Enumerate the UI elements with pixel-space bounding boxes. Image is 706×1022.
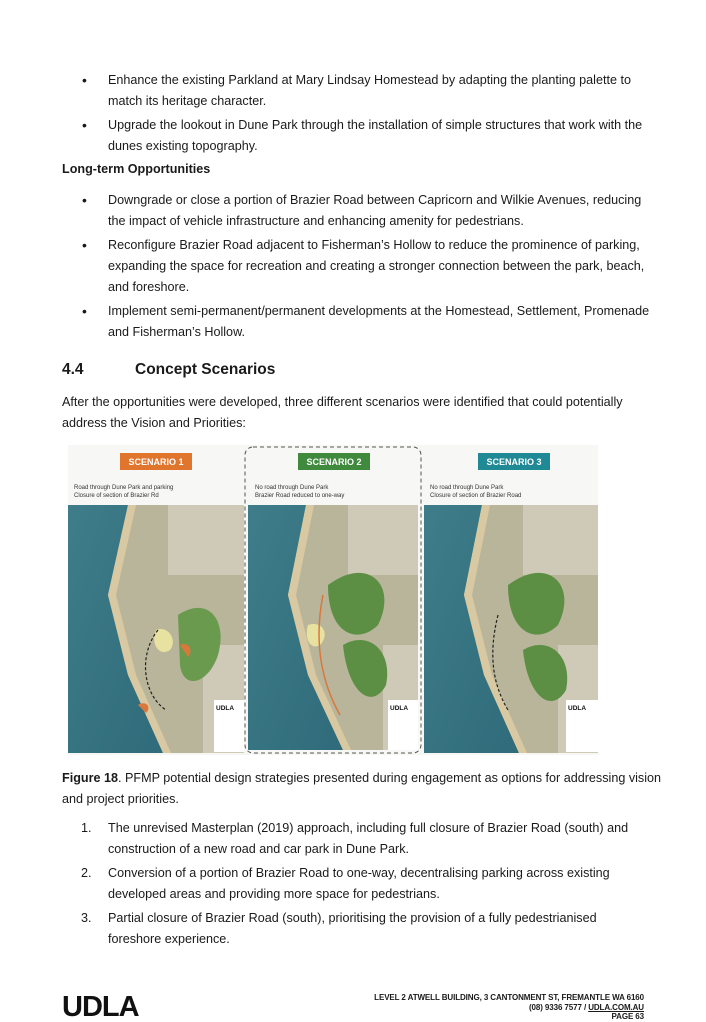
bullet-item: • Enhance the existing Parkland at Mary Lindsay Homestead by adapting the planting palette to match its heritage character.	[62, 70, 662, 112]
list-text: The unrevised Masterplan (2019) approach, including full closure of Brazier Road (south) and construction of a new road and car park in Dune Park.	[108, 821, 629, 856]
scenario-2-note-1: No road through Dune Park	[255, 485, 329, 491]
udla-logo	[62, 990, 144, 1020]
footer-contact	[374, 1003, 644, 1013]
scenario-2-note-2: Brazier Road reduced to one-way	[255, 493, 345, 499]
scenario-3-label: SCENARIO 3	[486, 457, 542, 467]
figure-caption	[62, 768, 662, 810]
bullet-item: • Reconfigure Brazier Road adjacent to Fisherman’s Hollow to reduce the prominence of parking, expanding the space for recreation and creating a stronger connection between the park, beach, and foreshore.	[62, 235, 662, 298]
footer-separator: /	[583, 1002, 587, 1012]
list-number: 2.	[81, 866, 92, 880]
footer-address: LEVEL 2 ATWELL BUILDING, 3 CANTONMENT ST, FREMANTLE WA 6160	[374, 993, 644, 1002]
bullet-list-long-term	[62, 190, 662, 346]
list-number: 1.	[81, 821, 92, 835]
scenario-3-note-1: No road through Dune Park	[430, 485, 504, 491]
footer-address-block	[374, 993, 644, 1022]
udla-logo-text: UDLA	[62, 991, 139, 1020]
list-text: Partial closure of Brazier Road (south), prioritising the provision of a fully pedestrianised foreshore experience.	[108, 911, 597, 946]
list-item	[62, 908, 652, 950]
long-term-heading: Long-term Opportunities	[62, 162, 211, 176]
scenario-figure	[68, 445, 598, 755]
map-logo: UDLA	[568, 705, 587, 712]
list-item	[62, 863, 652, 905]
bullet-item: • Upgrade the lookout in Dune Park through the installation of simple structures that work with the dunes existing topography.	[62, 115, 662, 157]
list-number: 3.	[81, 911, 92, 925]
map-logo: UDLA	[390, 705, 409, 712]
scenario-1-note-2: Closure of section of Brazier Rd	[74, 493, 159, 499]
figure-label: Figure 18	[62, 771, 118, 785]
list-text: Conversion of a portion of Brazier Road to one-way, decentralising parking across existing developed areas and providing more space for pedestrians.	[108, 866, 610, 901]
figure-caption-text: . PFMP potential design strategies presented during engagement as options for addressing vision and project priorities.	[62, 771, 662, 806]
bullet-list-top	[62, 70, 662, 160]
section-intro: After the opportunities were developed, three different scenarios were identified that could potentially address the Vision and Priorities:	[62, 395, 623, 430]
list-item	[62, 818, 652, 860]
footer-website-link[interactable]: UDLA.COM.AU	[588, 1002, 644, 1012]
scenario-1-note-1: Road through Dune Park and parking	[74, 485, 174, 491]
scenario-3-note-2: Closure of section of Brazier Road	[430, 493, 522, 499]
scenario-panel-1	[68, 445, 244, 753]
scenario-panel-2	[245, 447, 421, 753]
scenario-2-label: SCENARIO 2	[306, 457, 362, 467]
section-title: Concept Scenarios	[135, 361, 276, 378]
page-number: PAGE 63	[611, 1012, 644, 1021]
scenario-panel-3	[422, 445, 598, 753]
section-number: 4.4	[62, 361, 84, 378]
section-heading	[62, 361, 275, 379]
footer-phone: (08) 9336 7577	[528, 1002, 582, 1012]
map-logo: UDLA	[216, 705, 235, 712]
scenario-1-label: SCENARIO 1	[128, 457, 184, 467]
numbered-list	[62, 818, 652, 953]
bullet-item: • Downgrade or close a portion of Brazier Road between Capricorn and Wilkie Avenues, reducing the impact of vehicle infrastructure and enhancing amenity for pedestrians.	[62, 190, 662, 232]
bullet-item: • Implement semi-permanent/permanent developments at the Homestead, Settlement, Promenade and Fisherman’s Hollow.	[62, 301, 662, 343]
